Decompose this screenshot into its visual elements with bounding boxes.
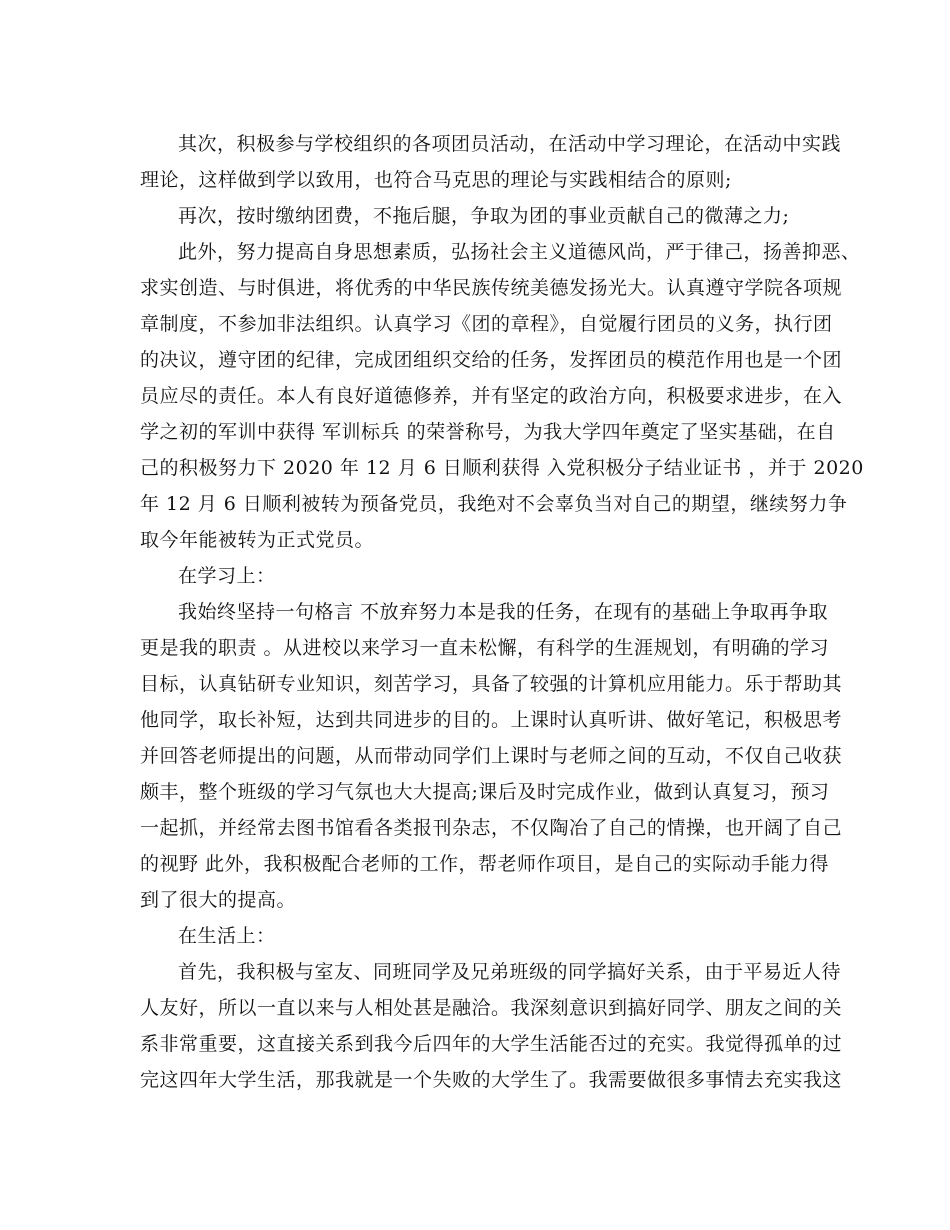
- section-heading: 在生活上：: [178, 925, 276, 947]
- text-line: 理论，这样做到学以致用，也符合马克思的理论与实践相结合的原则;: [140, 169, 732, 191]
- section-heading: 在学习上：: [178, 565, 276, 587]
- text-line: 我始终坚持一句格言 不放弃努力本是我的任务，在现有的基础上争取再争取: [178, 601, 829, 623]
- text-line: 系非常重要，这直接关系到我今后四年的大学生活能否过的充实。我觉得孤单的过: [140, 1033, 843, 1055]
- text-line: 完这四年大学生活，那我就是一个失败的大学生了。我需要做很多事情去充实我这: [140, 1069, 843, 1091]
- text-line: 求实创造、与时俱进，将优秀的中华民族传统美德发扬光大。认真遵守学院各项规: [140, 277, 843, 299]
- text-line: 目标，认真钻研专业知识，刻苦学习，具备了较强的计算机应用能力。乐于帮助其: [140, 673, 843, 695]
- text-line: 颇丰，整个班级的学习气氛也大大提高;课后及时完成作业，做到认真复习，预习: [140, 781, 830, 803]
- text-line: 取今年能被转为正式党员。: [140, 529, 375, 551]
- text-line: 章制度，不参加非法组织。认真学习《团的章程》，自觉履行团员的义务，执行团: [140, 313, 833, 335]
- text-line: 其次，积极参与学校组织的各项团员活动，在活动中学习理论，在活动中实践: [178, 133, 842, 155]
- text-line: 人友好，所以一直以来与人相处甚是融洽。我深刻意识到搞好同学、朋友之间的关: [140, 997, 843, 1019]
- text-line: 员应尽的责任。本人有良好道德修养，并有坚定的政治方向，积极要求进步，在入: [140, 385, 843, 407]
- text-line: 的决议，遵守团的纪律，完成团组织交给的任务，发挥团员的模范作用也是一个团: [140, 349, 843, 371]
- text-line: 年 12 月 6 日顺利被转为预备党员，我绝对不会辜负当对自己的期望，继续努力争: [140, 493, 848, 515]
- text-line: 学之初的军训中获得 军训标兵 的荣誉称号，为我大学四年奠定了坚实基础，在自: [140, 421, 836, 443]
- text-line: 己的积极努力下 2020 年 12 月 6 日顺利获得 入党积极分子结业证书 ，并于 2020: [140, 457, 864, 479]
- text-line: 并回答老师提出的问题，从而带动同学们上课时与老师之间的互动，不仅自己收获: [140, 745, 843, 767]
- text-line: 更是我的职责 。从进校以来学习一直未松懈，有科学的生涯规划，有明确的学习: [140, 637, 830, 659]
- text-line: 再次，按时缴纳团费，不拖后腿，争取为团的事业贡献自己的微薄之力;: [178, 205, 790, 227]
- text-line: 首先，我积极与室友、同班同学及兄弟班级的同学搞好关系，由于平易近人待: [178, 961, 842, 983]
- text-line: 一起抓，并经常去图书馆看各类报刊杂志，不仅陶冶了自己的情操，也开阔了自己: [140, 817, 843, 839]
- text-line: 他同学，取长补短，达到共同进步的目的。上课时认真听讲、做好笔记，积极思考: [140, 709, 843, 731]
- text-line: 此外，努力提高自身思想素质，弘扬社会主义道德风尚，严于律己，扬善抑恶、: [178, 241, 861, 263]
- text-line: 的视野 此外，我积极配合老师的工作，帮老师作项目，是自己的实际动手能力得: [140, 853, 830, 875]
- text-line: 到了很大的提高。: [140, 889, 297, 911]
